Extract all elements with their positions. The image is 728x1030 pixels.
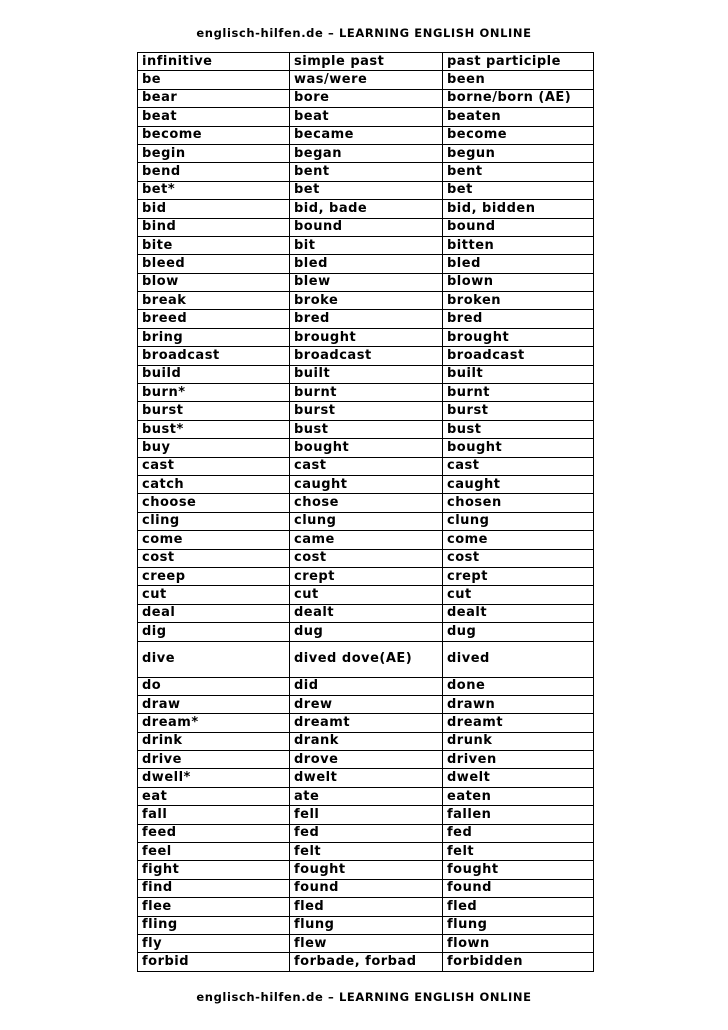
infinitive-cell: cut — [138, 586, 290, 604]
simple-past-cell: cut — [290, 586, 443, 604]
past-participle-cell: begun — [443, 144, 594, 162]
table-row — [138, 806, 594, 824]
table-row — [138, 439, 594, 457]
simple-past-cell: cast — [290, 457, 443, 475]
simple-past-cell: began — [290, 144, 443, 162]
past-participle-cell: come — [443, 531, 594, 549]
infinitive-cell: buy — [138, 439, 290, 457]
past-participle-cell: driven — [443, 751, 594, 769]
past-participle-cell: fed — [443, 824, 594, 842]
table-row — [138, 586, 594, 604]
infinitive-cell: fling — [138, 916, 290, 934]
simple-past-cell: drove — [290, 751, 443, 769]
simple-past-cell: bust — [290, 420, 443, 438]
past-participle-cell: fought — [443, 861, 594, 879]
past-participle-cell: chosen — [443, 494, 594, 512]
infinitive-cell: bust* — [138, 420, 290, 438]
past-participle-cell: flung — [443, 916, 594, 934]
simple-past-cell: bought — [290, 439, 443, 457]
infinitive-cell: eat — [138, 787, 290, 805]
simple-past-cell: broadcast — [290, 347, 443, 365]
table-row — [138, 623, 594, 641]
simple-past-cell: fell — [290, 806, 443, 824]
table-row — [138, 126, 594, 144]
table-row — [138, 751, 594, 769]
simple-past-cell: ate — [290, 787, 443, 805]
simple-past-cell: bled — [290, 255, 443, 273]
past-participle-cell: caught — [443, 475, 594, 493]
past-participle-cell: been — [443, 71, 594, 89]
past-participle-cell: dreamt — [443, 714, 594, 732]
simple-past-cell: dreamt — [290, 714, 443, 732]
infinitive-cell: come — [138, 531, 290, 549]
table-row — [138, 953, 594, 971]
infinitive-cell: bend — [138, 163, 290, 181]
table-row — [138, 916, 594, 934]
table-row — [138, 218, 594, 236]
infinitive-cell: bid — [138, 200, 290, 218]
table-row — [138, 144, 594, 162]
past-participle-cell: cost — [443, 549, 594, 567]
table-row — [138, 714, 594, 732]
table-row — [138, 328, 594, 346]
past-participle-cell: broadcast — [443, 347, 594, 365]
infinitive-cell: dream* — [138, 714, 290, 732]
infinitive-cell: cling — [138, 512, 290, 530]
infinitive-cell: build — [138, 365, 290, 383]
past-participle-cell: bet — [443, 181, 594, 199]
infinitive-cell: flee — [138, 898, 290, 916]
past-participle-cell: fled — [443, 898, 594, 916]
past-participle-cell: become — [443, 126, 594, 144]
infinitive-cell: find — [138, 879, 290, 897]
past-participle-cell: bitten — [443, 236, 594, 254]
past-participle-cell: flown — [443, 934, 594, 952]
table-row — [138, 934, 594, 952]
table-row — [138, 512, 594, 530]
table-row — [138, 769, 594, 787]
past-participle-cell: built — [443, 365, 594, 383]
past-participle-cell: dug — [443, 623, 594, 641]
past-participle-cell: done — [443, 677, 594, 695]
simple-past-cell: cost — [290, 549, 443, 567]
simple-past-cell: dived dove(AE) — [290, 641, 443, 677]
table-row — [138, 531, 594, 549]
infinitive-cell: feel — [138, 843, 290, 861]
table-row — [138, 567, 594, 585]
infinitive-cell: bring — [138, 328, 290, 346]
table-row — [138, 402, 594, 420]
infinitive-cell: bleed — [138, 255, 290, 273]
past-participle-cell: bound — [443, 218, 594, 236]
simple-past-cell: bound — [290, 218, 443, 236]
infinitive-cell: catch — [138, 475, 290, 493]
table-row — [138, 604, 594, 622]
column-header-past-participle: past participle — [443, 53, 594, 71]
simple-past-cell: beat — [290, 108, 443, 126]
table-row — [138, 292, 594, 310]
past-participle-cell: bled — [443, 255, 594, 273]
past-participle-cell: felt — [443, 843, 594, 861]
past-participle-cell: dwelt — [443, 769, 594, 787]
past-participle-cell: borne/born (AE) — [443, 89, 594, 107]
past-participle-cell: fallen — [443, 806, 594, 824]
infinitive-cell: choose — [138, 494, 290, 512]
column-header-simple-past: simple past — [290, 53, 443, 71]
past-participle-cell: brought — [443, 328, 594, 346]
infinitive-cell: bear — [138, 89, 290, 107]
infinitive-cell: dwell* — [138, 769, 290, 787]
table-row — [138, 347, 594, 365]
table-row — [138, 384, 594, 402]
infinitive-cell: bite — [138, 236, 290, 254]
table-row — [138, 71, 594, 89]
past-participle-cell: drunk — [443, 732, 594, 750]
simple-past-cell: fled — [290, 898, 443, 916]
simple-past-cell: felt — [290, 843, 443, 861]
table-row — [138, 843, 594, 861]
past-participle-cell: clung — [443, 512, 594, 530]
simple-past-cell: flung — [290, 916, 443, 934]
infinitive-cell: deal — [138, 604, 290, 622]
simple-past-cell: was/were — [290, 71, 443, 89]
infinitive-cell: blow — [138, 273, 290, 291]
simple-past-cell: found — [290, 879, 443, 897]
past-participle-cell: eaten — [443, 787, 594, 805]
simple-past-cell: bred — [290, 310, 443, 328]
infinitive-cell: forbid — [138, 953, 290, 971]
past-participle-cell: blown — [443, 273, 594, 291]
simple-past-cell: drank — [290, 732, 443, 750]
infinitive-cell: burn* — [138, 384, 290, 402]
simple-past-cell: brought — [290, 328, 443, 346]
table-row — [138, 641, 594, 677]
simple-past-cell: burst — [290, 402, 443, 420]
infinitive-cell: burst — [138, 402, 290, 420]
infinitive-cell: dig — [138, 623, 290, 641]
infinitive-cell: breed — [138, 310, 290, 328]
simple-past-cell: bent — [290, 163, 443, 181]
infinitive-cell: bind — [138, 218, 290, 236]
past-participle-cell: burnt — [443, 384, 594, 402]
table-row — [138, 273, 594, 291]
simple-past-cell: did — [290, 677, 443, 695]
table-row — [138, 310, 594, 328]
table-body — [138, 71, 594, 971]
page-header: englisch-hilfen.de – LEARNING ENGLISH ONLINE — [196, 26, 532, 40]
past-participle-cell: burst — [443, 402, 594, 420]
simple-past-cell: dealt — [290, 604, 443, 622]
past-participle-cell: dived — [443, 641, 594, 677]
infinitive-cell: broadcast — [138, 347, 290, 365]
table-row — [138, 475, 594, 493]
infinitive-cell: draw — [138, 695, 290, 713]
infinitive-cell: creep — [138, 567, 290, 585]
simple-past-cell: forbade, forbad — [290, 953, 443, 971]
table-row — [138, 677, 594, 695]
past-participle-cell: bent — [443, 163, 594, 181]
simple-past-cell: blew — [290, 273, 443, 291]
infinitive-cell: be — [138, 71, 290, 89]
table-row — [138, 549, 594, 567]
table-row — [138, 236, 594, 254]
table-row — [138, 255, 594, 273]
past-participle-cell: crept — [443, 567, 594, 585]
simple-past-cell: dwelt — [290, 769, 443, 787]
column-header-infinitive: infinitive — [138, 53, 290, 71]
simple-past-cell: bore — [290, 89, 443, 107]
table-row — [138, 861, 594, 879]
page-footer: englisch-hilfen.de – LEARNING ENGLISH ONLINE — [196, 990, 532, 1004]
table-row — [138, 200, 594, 218]
table-row — [138, 420, 594, 438]
simple-past-cell: burnt — [290, 384, 443, 402]
simple-past-cell: fought — [290, 861, 443, 879]
past-participle-cell: cut — [443, 586, 594, 604]
simple-past-cell: caught — [290, 475, 443, 493]
past-participle-cell: drawn — [443, 695, 594, 713]
simple-past-cell: drew — [290, 695, 443, 713]
infinitive-cell: bet* — [138, 181, 290, 199]
table-row — [138, 494, 594, 512]
past-participle-cell: beaten — [443, 108, 594, 126]
simple-past-cell: came — [290, 531, 443, 549]
past-participle-cell: dealt — [443, 604, 594, 622]
past-participle-cell: bred — [443, 310, 594, 328]
past-participle-cell: bought — [443, 439, 594, 457]
table-row — [138, 163, 594, 181]
infinitive-cell: beat — [138, 108, 290, 126]
table-row — [138, 365, 594, 383]
simple-past-cell: bet — [290, 181, 443, 199]
table-row — [138, 89, 594, 107]
past-participle-cell: forbidden — [443, 953, 594, 971]
infinitive-cell: drink — [138, 732, 290, 750]
infinitive-cell: do — [138, 677, 290, 695]
simple-past-cell: bid, bade — [290, 200, 443, 218]
infinitive-cell: cost — [138, 549, 290, 567]
table-row — [138, 879, 594, 897]
past-participle-cell: bust — [443, 420, 594, 438]
table-row — [138, 898, 594, 916]
infinitive-cell: fall — [138, 806, 290, 824]
table-row — [138, 457, 594, 475]
table-row — [138, 108, 594, 126]
simple-past-cell: dug — [290, 623, 443, 641]
infinitive-cell: fight — [138, 861, 290, 879]
simple-past-cell: clung — [290, 512, 443, 530]
simple-past-cell: built — [290, 365, 443, 383]
table-header-row — [138, 53, 594, 71]
infinitive-cell: fly — [138, 934, 290, 952]
table-row — [138, 787, 594, 805]
past-participle-cell: bid, bidden — [443, 200, 594, 218]
table-row — [138, 732, 594, 750]
table-row — [138, 824, 594, 842]
simple-past-cell: fed — [290, 824, 443, 842]
infinitive-cell: dive — [138, 641, 290, 677]
simple-past-cell: chose — [290, 494, 443, 512]
infinitive-cell: become — [138, 126, 290, 144]
table-row — [138, 181, 594, 199]
simple-past-cell: flew — [290, 934, 443, 952]
past-participle-cell: broken — [443, 292, 594, 310]
simple-past-cell: crept — [290, 567, 443, 585]
infinitive-cell: drive — [138, 751, 290, 769]
past-participle-cell: cast — [443, 457, 594, 475]
simple-past-cell: broke — [290, 292, 443, 310]
infinitive-cell: begin — [138, 144, 290, 162]
simple-past-cell: bit — [290, 236, 443, 254]
table-row — [138, 695, 594, 713]
simple-past-cell: became — [290, 126, 443, 144]
infinitive-cell: break — [138, 292, 290, 310]
infinitive-cell: cast — [138, 457, 290, 475]
infinitive-cell: feed — [138, 824, 290, 842]
past-participle-cell: found — [443, 879, 594, 897]
irregular-verbs-table — [137, 52, 594, 972]
